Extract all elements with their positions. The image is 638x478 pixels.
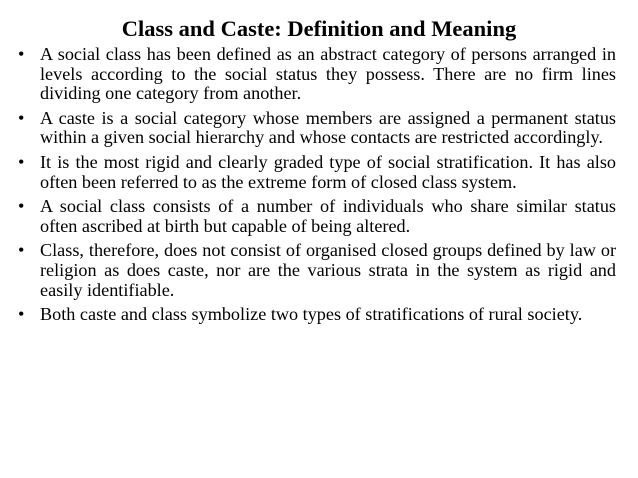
bullet-text: It is the most rigid and clearly graded type of social stratification. It has also often been referred to as the extreme form of closed class system. (40, 151, 616, 192)
bullet-item (18, 305, 616, 325)
bullet-icon: • (18, 44, 25, 64)
bullet-icon: • (18, 151, 25, 172)
bullet-icon: • (18, 107, 25, 128)
bullet-text: A social class consists of a number of individuals who share similar status often ascribed at birth but capable of being altered. (40, 196, 616, 236)
bullet-text: Both caste and class symbolize two types of stratifications of rural society. (40, 304, 583, 325)
bullet-icon: • (18, 304, 25, 325)
bullet-item (18, 197, 616, 236)
bullet-item (18, 109, 616, 148)
bullet-item (18, 45, 616, 104)
bullet-list (18, 45, 616, 330)
bullet-item (18, 153, 616, 192)
bullet-icon: • (18, 240, 25, 261)
bullet-text: Class, therefore, does not consist of organised closed groups defined by law or religion as does caste, nor are the various strata in the system as rigid and easily identifiable. (40, 240, 616, 300)
bullet-item (18, 241, 616, 300)
bullet-text: A social class has been defined as an abstract category of persons arranged in levels according to the social status they possess. There are no firm lines dividing one category from another. (40, 44, 616, 104)
bullet-text: A caste is a social category whose members are assigned a permanent status within a given social hierarchy and whose contacts are restricted accordingly. (40, 107, 616, 148)
slide-title: Class and Caste: Definition and Meaning (121, 16, 517, 41)
bullet-icon: • (18, 196, 25, 217)
